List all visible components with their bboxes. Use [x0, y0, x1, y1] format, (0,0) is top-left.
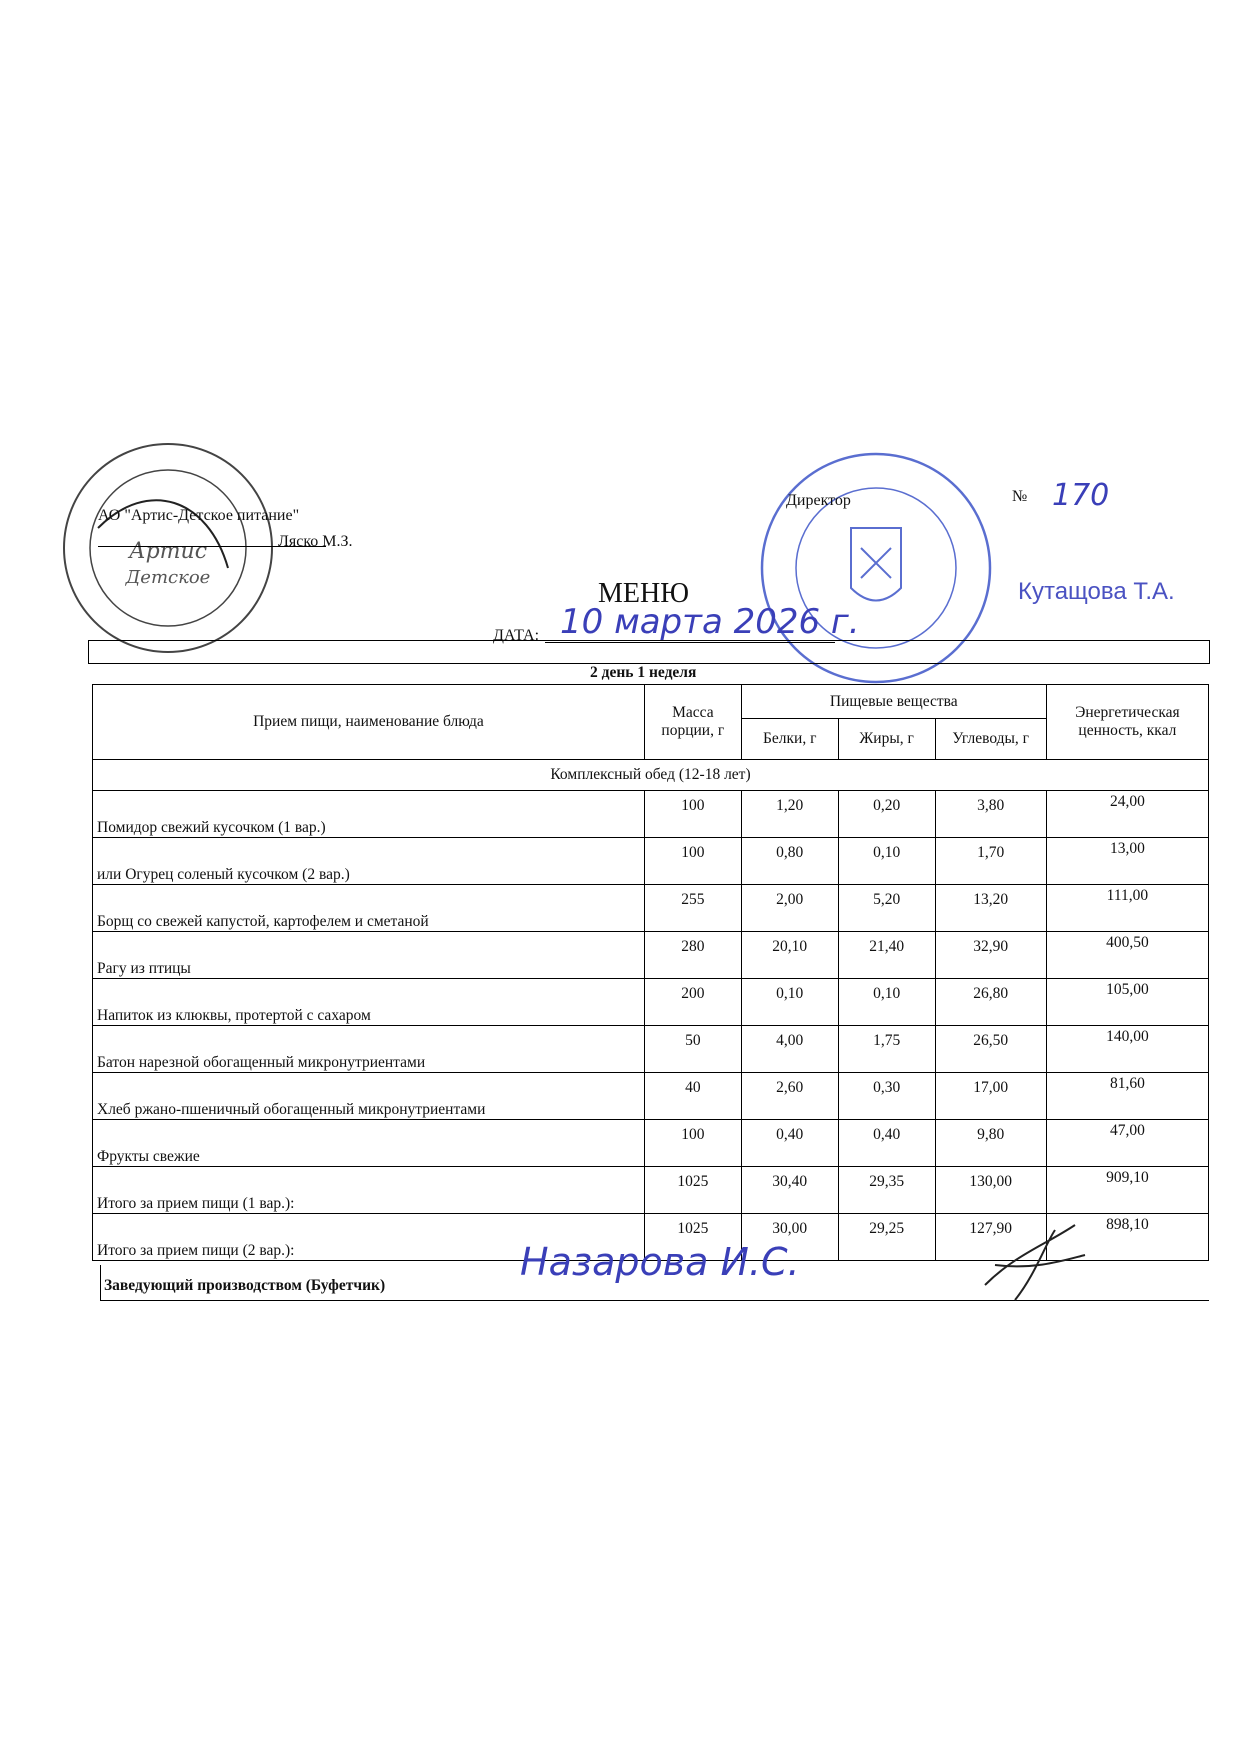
director-name: Кутащова Т.А. — [1018, 578, 1175, 605]
dish-cell: Рагу из птицы — [93, 932, 645, 979]
org-seal-stamp — [58, 438, 278, 658]
page-title: МЕНЮ — [598, 578, 689, 609]
fat-cell: 29,25 — [838, 1214, 935, 1261]
fat-cell: 0,20 — [838, 791, 935, 838]
fat-cell: 5,20 — [838, 885, 935, 932]
col-dish-header: Прием пищи, наименование блюда — [93, 685, 645, 760]
section-label: Комплексный обед (12-18 лет) — [93, 760, 1209, 791]
table-row — [93, 932, 1209, 979]
protein-cell: 0,10 — [741, 979, 838, 1026]
table-row — [93, 885, 1209, 932]
mass-cell: 40 — [644, 1073, 741, 1120]
svg-text:Артис: Артис — [128, 539, 208, 564]
table-row — [93, 1073, 1209, 1120]
dish-cell: Итого за прием пищи (2 вар.): — [93, 1214, 645, 1261]
kcal-cell: 81,60 — [1046, 1073, 1208, 1120]
org-name: АО "Артис-Детское питание" — [98, 507, 300, 524]
dish-cell: Фрукты свежие — [93, 1120, 645, 1167]
carbs-cell: 26,80 — [935, 979, 1046, 1026]
dish-cell: Итого за прием пищи (1 вар.): — [93, 1167, 645, 1214]
mass-cell: 1025 — [644, 1167, 741, 1214]
col-energy-header: Энергетическая ценность, ккал — [1046, 685, 1208, 760]
col-nutrients-header: Пищевые вещества — [741, 685, 1046, 719]
mass-cell: 280 — [644, 932, 741, 979]
director-label: Директор — [786, 492, 851, 509]
table-row — [93, 1026, 1209, 1073]
mass-cell: 200 — [644, 979, 741, 1026]
fat-cell: 21,40 — [838, 932, 935, 979]
col-protein-header: Белки, г — [741, 719, 838, 760]
carbs-cell: 1,70 — [935, 838, 1046, 885]
table-row — [93, 791, 1209, 838]
number-label: № — [1012, 488, 1028, 505]
carbs-cell: 17,00 — [935, 1073, 1046, 1120]
mass-cell: 100 — [644, 838, 741, 885]
kcal-cell: 400,50 — [1046, 932, 1208, 979]
table-row — [93, 979, 1209, 1026]
protein-cell: 30,00 — [741, 1214, 838, 1261]
carbs-cell: 32,90 — [935, 932, 1046, 979]
carbs-cell: 3,80 — [935, 791, 1046, 838]
kcal-cell: 105,00 — [1046, 979, 1208, 1026]
protein-cell: 1,20 — [741, 791, 838, 838]
manager-signature: Назарова И.С. — [520, 1240, 800, 1284]
carbs-cell: 9,80 — [935, 1120, 1046, 1167]
section-row — [93, 760, 1209, 791]
carbs-cell: 130,00 — [935, 1167, 1046, 1214]
kcal-cell: 13,00 — [1046, 838, 1208, 885]
number-value: 170 — [1052, 478, 1110, 513]
col-mass-header: Масса порции, г — [644, 685, 741, 760]
carbs-cell: 26,50 — [935, 1026, 1046, 1073]
org-signer: Ляско М.З. — [278, 533, 353, 550]
fat-cell: 1,75 — [838, 1026, 935, 1073]
col-fat-header: Жиры, г — [838, 719, 935, 760]
kcal-cell: 24,00 — [1046, 791, 1208, 838]
kcal-cell: 111,00 — [1046, 885, 1208, 932]
fat-cell: 29,35 — [838, 1167, 935, 1214]
mass-cell: 50 — [644, 1026, 741, 1073]
carbs-cell: 127,90 — [935, 1214, 1046, 1261]
svg-text:Детское: Детское — [125, 567, 211, 588]
day-label: 2 день 1 неделя — [590, 664, 697, 681]
protein-cell: 4,00 — [741, 1026, 838, 1073]
table-row — [93, 838, 1209, 885]
menu-table — [92, 684, 1209, 1261]
header-bar — [88, 640, 1210, 664]
protein-cell: 0,80 — [741, 838, 838, 885]
protein-cell: 2,00 — [741, 885, 838, 932]
dish-cell: или Огурец соленый кусочком (2 вар.) — [93, 838, 645, 885]
mass-cell: 100 — [644, 1120, 741, 1167]
date-label: ДАТА: — [493, 627, 540, 644]
protein-cell: 30,40 — [741, 1167, 838, 1214]
dish-cell: Батон нарезной обогащенный микронутриентами — [93, 1026, 645, 1073]
dish-cell: Борщ со свежей капустой, картофелем и сметаной — [93, 885, 645, 932]
fat-cell: 0,40 — [838, 1120, 935, 1167]
fat-cell: 0,30 — [838, 1073, 935, 1120]
mass-cell: 255 — [644, 885, 741, 932]
kcal-cell: 140,00 — [1046, 1026, 1208, 1073]
kcal-cell: 909,10 — [1046, 1167, 1208, 1214]
protein-cell: 20,10 — [741, 932, 838, 979]
kcal-cell: 47,00 — [1046, 1120, 1208, 1167]
dish-cell: Напиток из клюквы, протертой с сахаром — [93, 979, 645, 1026]
dish-cell: Хлеб ржано-пшеничный обогащенный микронутриентами — [93, 1073, 645, 1120]
fat-cell: 0,10 — [838, 979, 935, 1026]
fat-cell: 0,10 — [838, 838, 935, 885]
protein-cell: 0,40 — [741, 1120, 838, 1167]
dish-cell: Помидор свежий кусочком (1 вар.) — [93, 791, 645, 838]
kcal-cell: 898,10 — [1046, 1214, 1208, 1261]
col-carbs-header: Углеводы, г — [935, 719, 1046, 760]
table-header-row — [93, 685, 1209, 719]
mass-cell: 1025 — [644, 1214, 741, 1261]
protein-cell: 2,60 — [741, 1073, 838, 1120]
table-row — [93, 1120, 1209, 1167]
carbs-cell: 13,20 — [935, 885, 1046, 932]
manager-signature-mark — [975, 1215, 1095, 1310]
total-row — [93, 1167, 1209, 1214]
date-value: 10 марта 2026 г. — [560, 602, 860, 642]
mass-cell: 100 — [644, 791, 741, 838]
manager-label: Заведующий производством (Буфетчик) — [104, 1277, 386, 1294]
